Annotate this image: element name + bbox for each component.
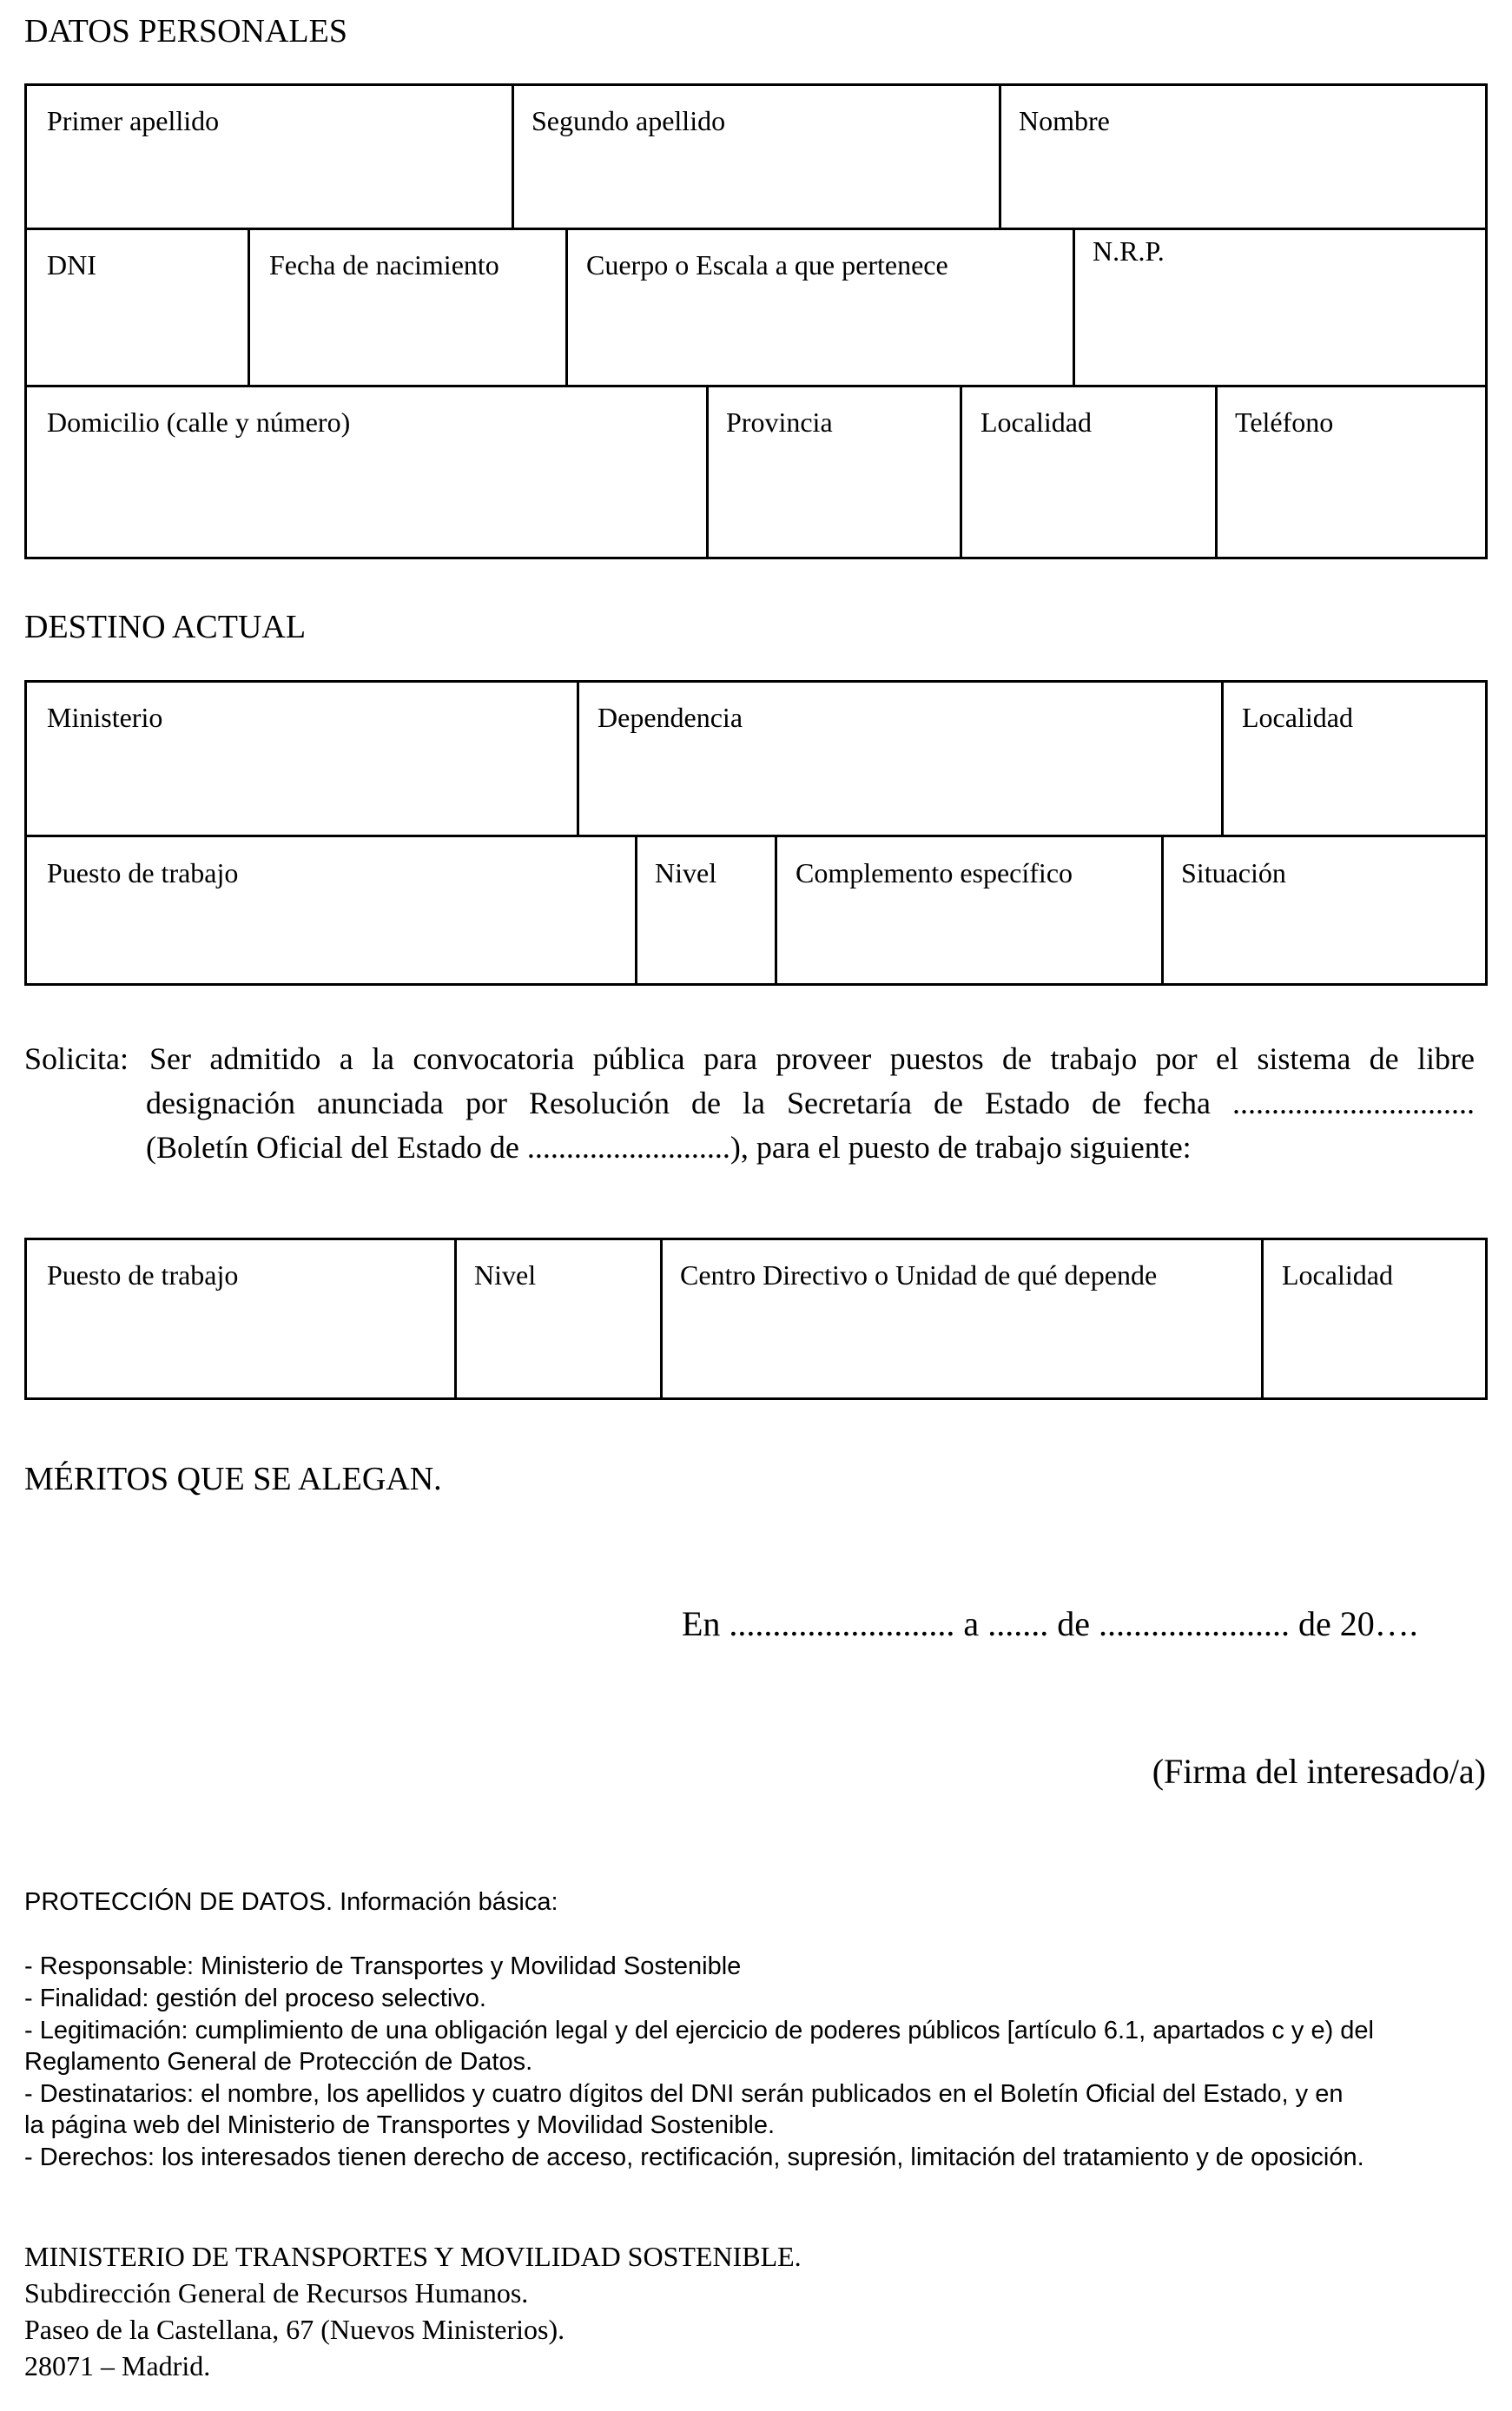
lugar-fecha-line: En .......................... a ....... de ...................... de 20…. [682, 1604, 1418, 1643]
col-divider [960, 385, 962, 559]
solicita-line-2: designación anunciada por Resolución de la Secretaría de Estado de fecha ............................... [146, 1086, 1475, 1120]
proteccion-responsable: - Responsable: Ministerio de Transportes y Movilidad Sostenible [24, 1952, 742, 1980]
col-divider [248, 228, 250, 386]
solicita-line-3: (Boletín Oficial del Estado de ..........................), para el puesto de trabajo siguiente: [146, 1130, 1192, 1165]
col-divider [1261, 1238, 1264, 1400]
field-localidad-solicitada[interactable]: Localidad [1282, 1259, 1393, 1291]
direccion-ministerio: MINISTERIO DE TRANSPORTES Y MOVILIDAD SOSTENIBLE. [24, 2241, 802, 2272]
col-divider [999, 83, 1001, 229]
section-title-meritos: MÉRITOS QUE SE ALEGAN. [24, 1461, 442, 1497]
proteccion-destinatarios-1: - Destinatarios: el nombre, los apellidos y cuatro dígitos del DNI serán publicados en el Boletín Oficial del Estado, y en [24, 2080, 1344, 2108]
proteccion-finalidad: - Finalidad: gestión del proceso selectivo. [24, 1985, 486, 2012]
field-localidad[interactable]: Localidad [980, 406, 1092, 438]
proteccion-derechos: - Derechos: los interesados tienen derecho de acceso, rectificación, supresión, limitación del tratamiento y de oposición. [24, 2143, 1364, 2171]
direccion-ciudad: 28071 – Madrid. [24, 2350, 211, 2381]
solicita-line-1: Ser admitido a la convocatoria pública para proveer puestos de trabajo por el sistema de libre [149, 1041, 1475, 1076]
section-title-destino-actual: DESTINO ACTUAL [24, 609, 307, 645]
field-ministerio[interactable]: Ministerio [47, 702, 163, 733]
field-dni[interactable]: DNI [47, 249, 96, 281]
datos-personales-table [24, 83, 1488, 559]
field-telefono[interactable]: Teléfono [1235, 406, 1334, 438]
field-nivel[interactable]: Nivel [655, 857, 717, 888]
col-divider [454, 1238, 457, 1400]
col-divider [1215, 385, 1218, 559]
col-divider [512, 83, 514, 229]
field-situacion[interactable]: Situación [1181, 857, 1286, 888]
row-divider [24, 835, 1488, 837]
firma-interesado: (Firma del interesado/a) [1152, 1752, 1486, 1791]
col-divider [635, 835, 637, 986]
proteccion-destinatarios-2: la página web del Ministerio de Transportes y Movilidad Sostenible. [24, 2111, 776, 2139]
col-divider [1221, 680, 1224, 836]
col-divider [577, 680, 579, 836]
direccion-subdireccion: Subdirección General de Recursos Humanos. [24, 2277, 529, 2309]
bottom-border [635, 983, 1488, 986]
col-divider [660, 1238, 663, 1400]
field-puesto-solicitado[interactable]: Puesto de trabajo [47, 1259, 239, 1291]
col-divider [1161, 835, 1164, 986]
field-domicilio[interactable]: Domicilio (calle y número) [47, 406, 351, 438]
field-nombre[interactable]: Nombre [1019, 105, 1110, 136]
field-fecha-nacimiento[interactable]: Fecha de nacimiento [269, 249, 499, 281]
direccion-calle: Paseo de la Castellana, 67 (Nuevos Ministerios). [24, 2314, 565, 2345]
field-dependencia[interactable]: Dependencia [598, 702, 743, 733]
field-puesto-trabajo[interactable]: Puesto de trabajo [47, 857, 239, 888]
field-cuerpo-escala[interactable]: Cuerpo o Escala a que pertenece [586, 249, 948, 281]
field-segundo-apellido[interactable]: Segundo apellido [532, 105, 726, 136]
col-divider [565, 228, 568, 386]
field-nrp[interactable]: N.R.P. [1093, 235, 1165, 267]
col-divider [775, 835, 777, 986]
proteccion-legitimacion-2: Reglamento General de Protección de Datos. [24, 2048, 533, 2076]
field-provincia[interactable]: Provincia [726, 406, 833, 438]
proteccion-legitimacion-1: - Legitimación: cumplimiento de una obligación legal y del ejercicio de poderes públicos [artículo 6.1, apartados c y e) del [24, 2017, 1374, 2044]
field-nivel-solicitado[interactable]: Nivel [474, 1259, 537, 1291]
field-complemento-especifico[interactable]: Complemento específico [796, 857, 1073, 888]
field-centro-directivo[interactable]: Centro Directivo o Unidad de qué depende [680, 1259, 1158, 1291]
field-localidad-destino[interactable]: Localidad [1242, 702, 1353, 733]
section-title-datos-personales: DATOS PERSONALES [24, 13, 347, 50]
col-divider [706, 385, 709, 559]
bottom-border [24, 983, 637, 986]
field-primer-apellido[interactable]: Primer apellido [47, 105, 220, 136]
row-divider [24, 385, 1488, 387]
proteccion-title: PROTECCIÓN DE DATOS. Información básica: [24, 1888, 558, 1916]
solicita-label: Solicita: [24, 1041, 129, 1076]
col-divider [1073, 228, 1075, 386]
row-divider [24, 228, 1488, 230]
